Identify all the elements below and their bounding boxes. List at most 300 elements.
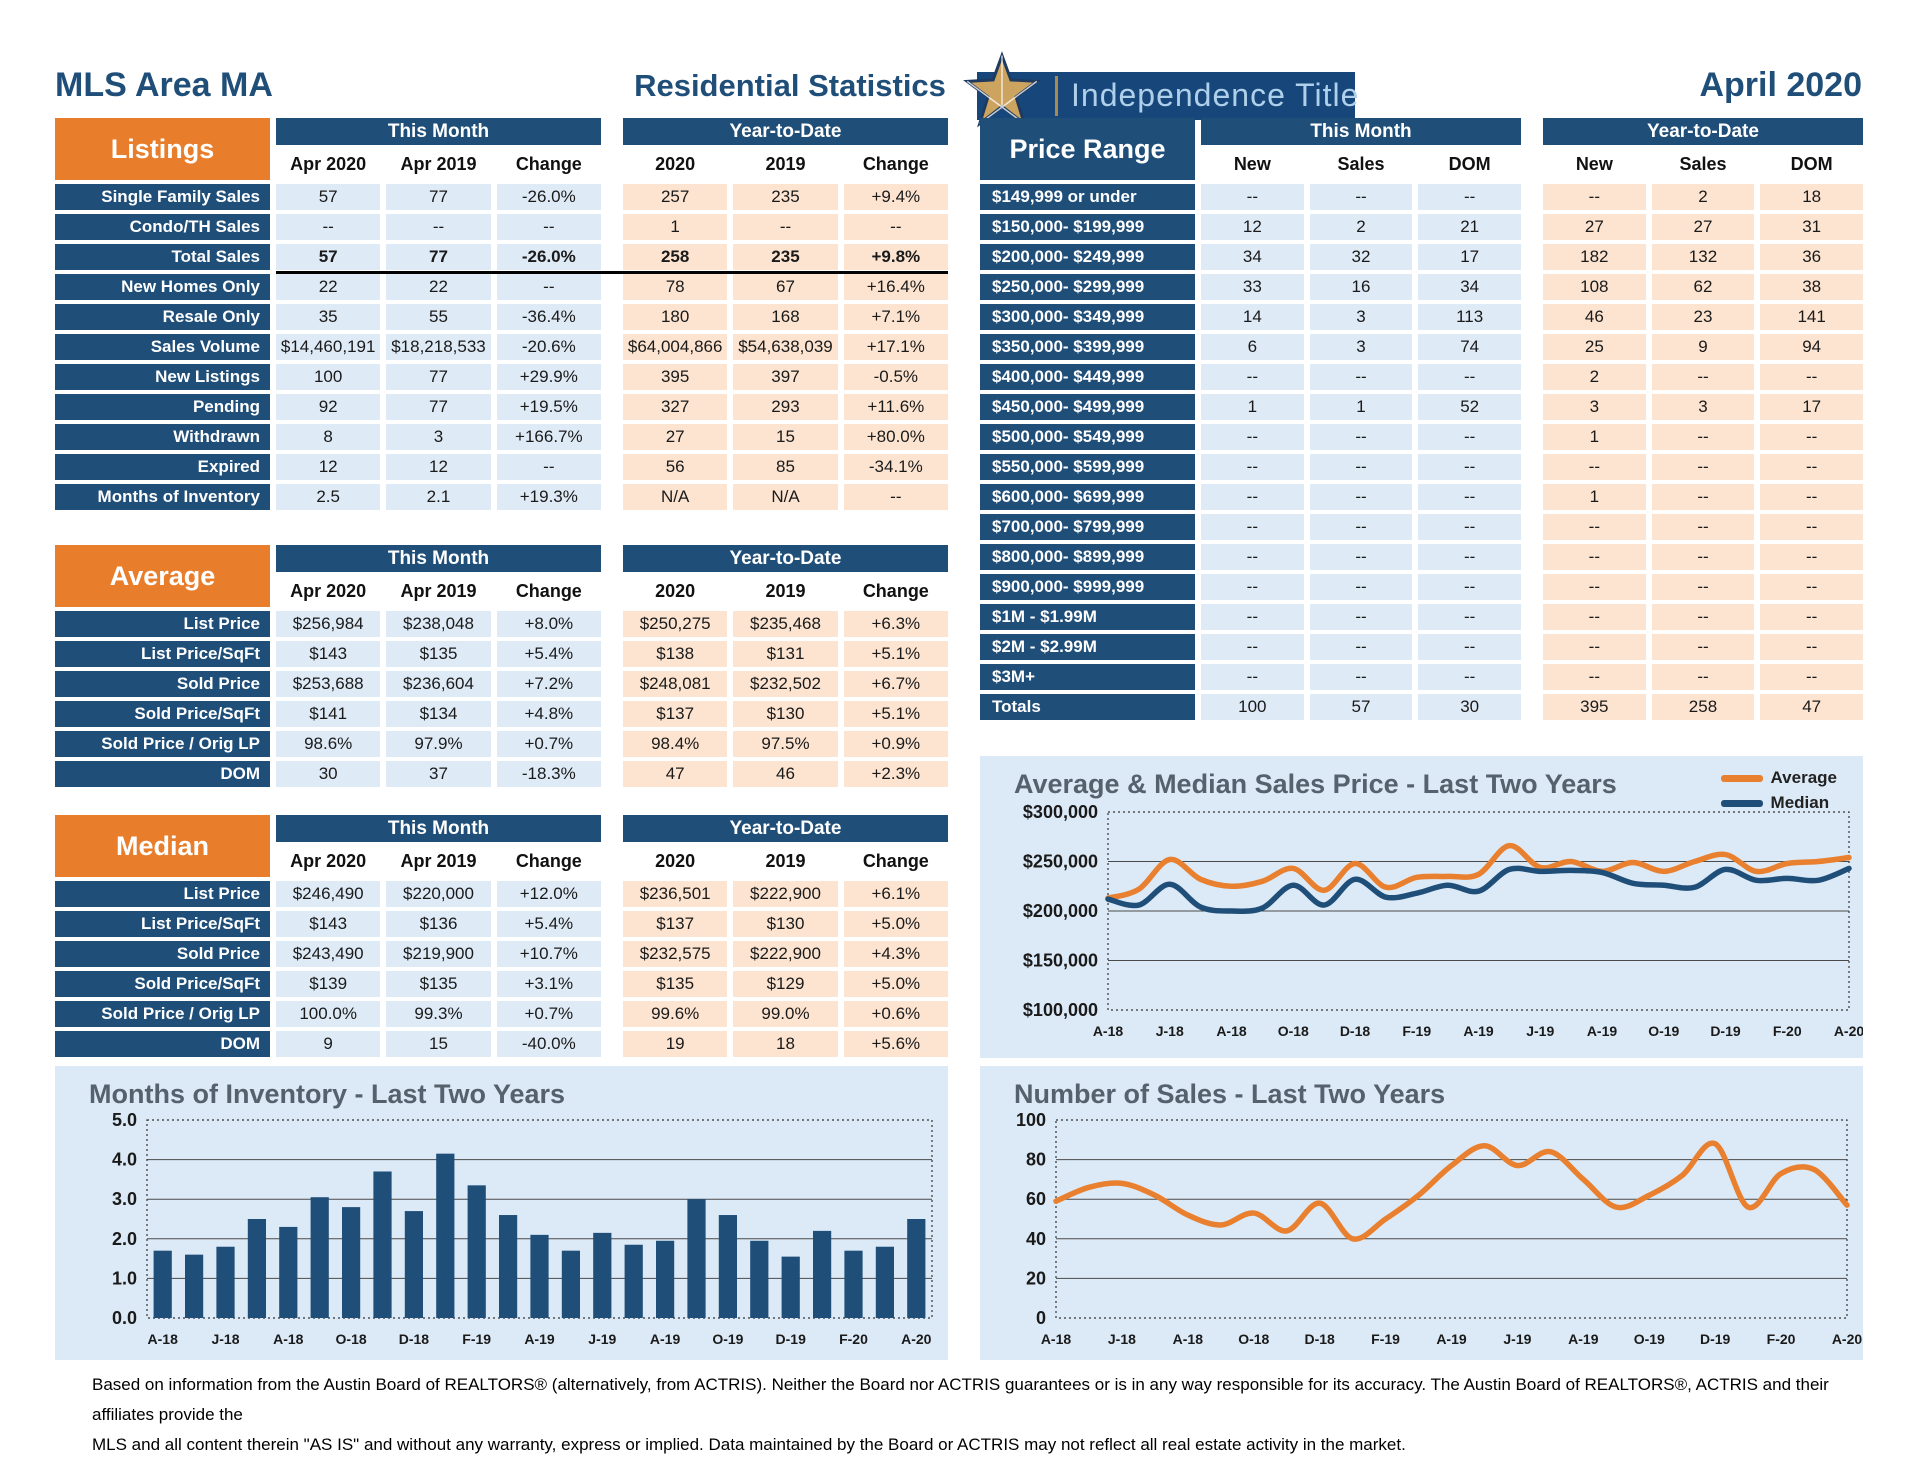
value-cell: $235,468 — [733, 611, 837, 637]
table-row — [55, 911, 948, 937]
x-axis-label: D-18 — [1339, 1023, 1371, 1039]
x-axis-label: D-19 — [1699, 1331, 1731, 1347]
logo-text: Independence Title — [1071, 77, 1360, 113]
value-cell: $246,490 — [276, 881, 380, 907]
row-label: $149,999 or under — [980, 184, 1195, 210]
table-row — [55, 244, 948, 270]
value-cell: 27 — [1652, 214, 1755, 240]
row-label: Resale Only — [55, 304, 270, 330]
value-cell: 37 — [386, 761, 490, 787]
value-cell: 57 — [1310, 694, 1413, 720]
x-axis-label: D-18 — [398, 1331, 430, 1347]
value-cell: +0.6% — [844, 1001, 948, 1027]
y-axis-label: 5.0 — [111, 1112, 137, 1130]
value-cell: -- — [1543, 664, 1646, 690]
value-cell: -- — [1652, 364, 1755, 390]
value-cell: -- — [1418, 424, 1521, 450]
table-row — [980, 574, 1863, 600]
value-cell: $135 — [623, 971, 727, 997]
value-cell: -- — [1760, 544, 1863, 570]
column-header: Change — [862, 850, 929, 871]
bar — [813, 1231, 831, 1318]
x-axis-label: A-19 — [649, 1331, 681, 1347]
listings-table — [55, 118, 948, 514]
x-axis-label: F-19 — [1371, 1331, 1400, 1347]
value-cell: -- — [276, 214, 380, 240]
value-cell: +5.6% — [844, 1031, 948, 1057]
value-cell: $250,275 — [623, 611, 727, 637]
value-cell: -- — [1652, 454, 1755, 480]
table-row — [55, 274, 948, 300]
value-cell: 17 — [1760, 394, 1863, 420]
value-cell: 77 — [386, 184, 490, 210]
row-label: Expired — [55, 454, 270, 480]
value-cell: -- — [1543, 544, 1646, 570]
independence-title-logo — [977, 72, 1360, 120]
value-cell: -- — [1201, 184, 1304, 210]
value-cell: -26.0% — [497, 184, 601, 210]
row-label: New Listings — [55, 364, 270, 390]
value-cell: 99.6% — [623, 1001, 727, 1027]
value-cell: -- — [1652, 574, 1755, 600]
bar — [782, 1257, 800, 1318]
column-header: DOM — [1448, 153, 1491, 174]
x-axis-label: F-20 — [839, 1331, 868, 1347]
value-cell: -- — [1760, 604, 1863, 630]
y-axis-label: 80 — [1025, 1149, 1046, 1170]
value-cell: 18 — [1760, 184, 1863, 210]
section-label: Average — [55, 545, 270, 607]
column-header: Change — [515, 153, 582, 174]
value-cell: -- — [1310, 574, 1413, 600]
column-header: Sales — [1337, 153, 1385, 174]
column-header: 2020 — [655, 153, 696, 174]
x-axis-label: D-18 — [1304, 1331, 1335, 1347]
value-cell: -- — [1418, 484, 1521, 510]
value-cell: +10.7% — [497, 941, 601, 967]
y-axis-label: 20 — [1025, 1268, 1046, 1289]
row-label: Totals — [980, 694, 1195, 720]
value-cell: -- — [1760, 454, 1863, 480]
value-cell: 2.1 — [386, 484, 490, 510]
table-row — [55, 761, 948, 787]
table-row — [55, 424, 948, 450]
row-label: $900,000- $999,999 — [980, 574, 1195, 600]
value-cell: -- — [1201, 364, 1304, 390]
year-to-date-band: Year-to-Date — [623, 815, 948, 842]
row-label: List Price/SqFt — [55, 641, 270, 667]
value-cell: -- — [1310, 544, 1413, 570]
bar — [468, 1185, 486, 1318]
value-cell: +5.1% — [844, 701, 948, 727]
value-cell: 12 — [276, 454, 380, 480]
value-cell: 99.3% — [386, 1001, 490, 1027]
table-row — [55, 484, 948, 510]
table-row — [980, 304, 1863, 330]
value-cell: +6.7% — [844, 671, 948, 697]
value-cell: $130 — [733, 701, 837, 727]
value-cell: +19.3% — [497, 484, 601, 510]
bar — [436, 1154, 454, 1318]
value-cell: 25 — [1543, 334, 1646, 360]
table-row — [980, 694, 1863, 720]
value-cell: 258 — [1652, 694, 1755, 720]
table-row — [980, 274, 1863, 300]
legend-label: Median — [1770, 793, 1830, 812]
value-cell: $139 — [276, 971, 380, 997]
value-cell: +7.2% — [497, 671, 601, 697]
section-label: Listings — [55, 118, 270, 180]
value-cell: +19.5% — [497, 394, 601, 420]
year-to-date-band: Year-to-Date — [623, 545, 948, 572]
value-cell: +7.1% — [844, 304, 948, 330]
y-axis-label: $100,000 — [1022, 1000, 1098, 1020]
value-cell: 9 — [1652, 334, 1755, 360]
price-range-table — [980, 118, 1863, 724]
value-cell: +3.1% — [497, 971, 601, 997]
number-of-sales-chart — [980, 1066, 1863, 1360]
column-header: DOM — [1790, 153, 1833, 174]
value-cell: -- — [1652, 664, 1755, 690]
value-cell: 32 — [1310, 244, 1413, 270]
value-cell: -- — [386, 214, 490, 240]
x-axis-label: O-18 — [1238, 1331, 1270, 1347]
value-cell: $236,501 — [623, 881, 727, 907]
value-cell: 1 — [1310, 394, 1413, 420]
value-cell: 3 — [386, 424, 490, 450]
bar — [185, 1255, 203, 1318]
value-cell: 46 — [1543, 304, 1646, 330]
value-cell: 9 — [276, 1031, 380, 1057]
value-cell: $143 — [276, 911, 380, 937]
logo-divider — [1055, 76, 1058, 116]
value-cell: 98.4% — [623, 731, 727, 757]
value-cell: 100 — [1201, 694, 1304, 720]
value-cell: +5.4% — [497, 911, 601, 937]
x-axis-label: O-18 — [1277, 1023, 1309, 1039]
x-axis-label: J-19 — [1503, 1331, 1532, 1347]
x-axis-label: O-18 — [335, 1331, 367, 1347]
year-to-date-band: Year-to-Date — [623, 118, 948, 145]
x-axis-label: F-19 — [462, 1331, 492, 1347]
x-axis-label: F-19 — [1402, 1023, 1432, 1039]
table-row — [55, 971, 948, 997]
column-header: 2020 — [655, 580, 696, 601]
value-cell: 327 — [623, 394, 727, 420]
value-cell: N/A — [733, 484, 837, 510]
x-axis-label: J-18 — [1107, 1331, 1136, 1347]
y-axis-label: 0 — [1035, 1308, 1046, 1328]
value-cell: -- — [1543, 634, 1646, 660]
row-label: Months of Inventory — [55, 484, 270, 510]
table-row — [55, 184, 948, 210]
value-cell: -- — [1310, 184, 1413, 210]
value-cell: 38 — [1760, 274, 1863, 300]
bar — [248, 1219, 266, 1318]
value-cell: -- — [1543, 604, 1646, 630]
table-row — [55, 731, 948, 757]
value-cell: -- — [1201, 454, 1304, 480]
avg-median-price-chart — [980, 756, 1863, 1058]
value-cell: 15 — [386, 1031, 490, 1057]
y-axis-label: 4.0 — [111, 1149, 137, 1170]
row-label: $1M - $1.99M — [980, 604, 1195, 630]
value-cell: -- — [1310, 664, 1413, 690]
table-row — [980, 634, 1863, 660]
value-cell: -- — [1418, 454, 1521, 480]
value-cell: +6.3% — [844, 611, 948, 637]
value-cell: 56 — [623, 454, 727, 480]
y-axis-label: 2.0 — [111, 1228, 137, 1249]
value-cell: 8 — [276, 424, 380, 450]
x-axis-label: A-19 — [524, 1331, 555, 1347]
value-cell: 18 — [733, 1031, 837, 1057]
value-cell: -- — [1201, 634, 1304, 660]
value-cell: +12.0% — [497, 881, 601, 907]
row-label: $700,000- $799,999 — [980, 514, 1195, 540]
value-cell: 2.5 — [276, 484, 380, 510]
row-label: $500,000- $549,999 — [980, 424, 1195, 450]
value-cell: -- — [1201, 544, 1304, 570]
value-cell: 182 — [1543, 244, 1646, 270]
value-cell: -- — [1760, 364, 1863, 390]
table-row — [55, 304, 948, 330]
column-header: Change — [515, 580, 582, 601]
value-cell: 235 — [733, 184, 837, 210]
bar — [562, 1251, 580, 1318]
table-row — [55, 364, 948, 390]
value-cell: -- — [1201, 424, 1304, 450]
x-axis-label: F-20 — [1772, 1023, 1802, 1039]
row-label: Single Family Sales — [55, 184, 270, 210]
value-cell: 67 — [733, 274, 837, 300]
x-axis-label: J-19 — [588, 1331, 617, 1347]
value-cell: +4.8% — [497, 701, 601, 727]
value-cell: 77 — [386, 244, 490, 270]
column-header: Sales — [1679, 153, 1727, 174]
table-row — [55, 671, 948, 697]
table-row — [980, 184, 1863, 210]
bar — [687, 1199, 705, 1318]
value-cell: 168 — [733, 304, 837, 330]
value-cell: +5.1% — [844, 641, 948, 667]
value-cell: $222,900 — [733, 941, 837, 967]
report-title: Residential Statistics — [634, 68, 946, 103]
table-row — [55, 941, 948, 967]
column-header: Apr 2020 — [290, 850, 367, 871]
table-row — [55, 1031, 948, 1057]
area-title: MLS Area MA — [55, 66, 273, 104]
disclaimer-line2: MLS and all content therein "AS IS" and without any warranty, express or implied. Data maintained by the Board or ACTRIS may not reflect all real estate activity in the market. — [92, 1434, 1406, 1454]
value-cell: $137 — [623, 701, 727, 727]
value-cell: $219,900 — [386, 941, 490, 967]
row-label: Withdrawn — [55, 424, 270, 450]
row-label: List Price — [55, 881, 270, 907]
value-cell: $135 — [386, 641, 490, 667]
value-cell: 97.9% — [386, 731, 490, 757]
value-cell: -- — [1418, 664, 1521, 690]
value-cell: -- — [1418, 604, 1521, 630]
column-header: 2020 — [655, 850, 696, 871]
value-cell: 74 — [1418, 334, 1521, 360]
table-row — [55, 1001, 948, 1027]
value-cell: -- — [1760, 664, 1863, 690]
column-header: Apr 2020 — [290, 153, 367, 174]
value-cell: 3 — [1310, 304, 1413, 330]
row-label: Pending — [55, 394, 270, 420]
value-cell: -- — [1310, 424, 1413, 450]
row-label: Sold Price — [55, 671, 270, 697]
table-row — [980, 364, 1863, 390]
value-cell: -- — [1760, 484, 1863, 510]
value-cell: 97.5% — [733, 731, 837, 757]
value-cell: -- — [497, 274, 601, 300]
table-row — [980, 484, 1863, 510]
table-row — [980, 664, 1863, 690]
value-cell: -- — [1652, 634, 1755, 660]
y-axis-label: $300,000 — [1022, 802, 1098, 822]
bar — [342, 1207, 360, 1318]
value-cell: 30 — [276, 761, 380, 787]
table-row — [980, 214, 1863, 240]
x-axis-label: A-18 — [1216, 1023, 1247, 1039]
value-cell: -- — [1201, 604, 1304, 630]
value-cell: -20.6% — [497, 334, 601, 360]
table-row — [980, 334, 1863, 360]
value-cell: $238,048 — [386, 611, 490, 637]
value-cell: 15 — [733, 424, 837, 450]
disclaimer-line1: Based on information from the Austin Board of REALTORS® (alternatively, from ACTRIS). Neither the Board nor ACTRIS guarantees or is in any way responsible for its accuracy. The Austin Board of REALTORS®, ACTRIS and their affiliates provide the — [92, 1375, 1829, 1424]
bar — [530, 1235, 548, 1318]
value-cell: +4.3% — [844, 941, 948, 967]
value-cell: 78 — [623, 274, 727, 300]
value-cell: 19 — [623, 1031, 727, 1057]
legend-swatch — [1721, 775, 1763, 782]
value-cell: 30 — [1418, 694, 1521, 720]
value-cell: -- — [1201, 574, 1304, 600]
legend-label: Average — [1770, 768, 1837, 787]
value-cell: 47 — [623, 761, 727, 787]
table-row — [980, 514, 1863, 540]
value-cell: 77 — [386, 394, 490, 420]
bar — [279, 1227, 297, 1318]
bar — [719, 1215, 737, 1318]
value-cell: 293 — [733, 394, 837, 420]
y-axis-label: 100 — [1015, 1112, 1046, 1130]
x-axis-label: O-19 — [1648, 1023, 1680, 1039]
y-axis-label: $200,000 — [1022, 901, 1098, 921]
value-cell: 1 — [1543, 484, 1646, 510]
value-cell: 47 — [1760, 694, 1863, 720]
value-cell: $136 — [386, 911, 490, 937]
this-month-band: This Month — [276, 118, 601, 145]
this-month-band: This Month — [276, 545, 601, 572]
x-axis-label: A-19 — [1568, 1331, 1599, 1347]
value-cell: $64,004,866 — [623, 334, 727, 360]
value-cell: +9.4% — [844, 184, 948, 210]
value-cell: -18.3% — [497, 761, 601, 787]
value-cell: +0.7% — [497, 1001, 601, 1027]
table-header — [55, 815, 948, 877]
table-row — [55, 394, 948, 420]
this-month-band: This Month — [276, 815, 601, 842]
value-cell: 99.0% — [733, 1001, 837, 1027]
value-cell: $141 — [276, 701, 380, 727]
row-label: $200,000- $249,999 — [980, 244, 1195, 270]
value-cell: 2 — [1543, 364, 1646, 390]
y-axis-label: 0.0 — [111, 1308, 137, 1328]
row-label: Sold Price / Orig LP — [55, 731, 270, 757]
table-row — [980, 424, 1863, 450]
value-cell: -- — [1652, 484, 1755, 510]
bar — [907, 1219, 925, 1318]
value-cell: +6.1% — [844, 881, 948, 907]
column-header: Apr 2019 — [400, 850, 477, 871]
value-cell: 113 — [1418, 304, 1521, 330]
table-row — [55, 611, 948, 637]
value-cell: -- — [1310, 514, 1413, 540]
value-cell: 17 — [1418, 244, 1521, 270]
value-cell: -- — [844, 214, 948, 240]
value-cell: 12 — [386, 454, 490, 480]
bar — [593, 1233, 611, 1318]
row-label: Sales Volume — [55, 334, 270, 360]
column-header: Apr 2019 — [400, 580, 477, 601]
table-row — [980, 604, 1863, 630]
row-label: Total Sales — [55, 244, 270, 270]
x-axis-label: A-18 — [273, 1331, 304, 1347]
value-cell: -- — [1418, 634, 1521, 660]
row-label: $3M+ — [980, 664, 1195, 690]
legend-swatch — [1721, 800, 1763, 807]
column-header: Change — [862, 153, 929, 174]
x-axis-label: A-18 — [147, 1331, 178, 1347]
row-label: DOM — [55, 1031, 270, 1057]
table-row — [55, 881, 948, 907]
value-cell: 6 — [1201, 334, 1304, 360]
average-table — [55, 545, 948, 791]
table-row — [55, 701, 948, 727]
this-month-band: This Month — [1201, 118, 1521, 145]
value-cell: 27 — [1543, 214, 1646, 240]
column-header: 2019 — [765, 580, 806, 601]
value-cell: 16 — [1310, 274, 1413, 300]
value-cell: +5.0% — [844, 971, 948, 997]
value-cell: -- — [1652, 514, 1755, 540]
y-axis-label: 40 — [1025, 1228, 1046, 1249]
value-cell: 22 — [386, 274, 490, 300]
bar — [311, 1197, 329, 1318]
value-cell: 33 — [1201, 274, 1304, 300]
value-cell: 2 — [1652, 184, 1755, 210]
value-cell: $18,218,533 — [386, 334, 490, 360]
value-cell: -- — [1543, 574, 1646, 600]
value-cell: +29.9% — [497, 364, 601, 390]
value-cell: 21 — [1418, 214, 1521, 240]
y-axis-label: $150,000 — [1022, 950, 1098, 971]
value-cell: 1 — [1543, 424, 1646, 450]
value-cell: $253,688 — [276, 671, 380, 697]
number-of-sales-plot — [980, 1112, 1863, 1360]
x-axis-label: D-19 — [775, 1331, 806, 1347]
value-cell: $131 — [733, 641, 837, 667]
value-cell: 100.0% — [276, 1001, 380, 1027]
value-cell: 62 — [1652, 274, 1755, 300]
value-cell: -- — [497, 214, 601, 240]
value-cell: +166.7% — [497, 424, 601, 450]
value-cell: +17.1% — [844, 334, 948, 360]
column-header: New — [1575, 153, 1613, 174]
